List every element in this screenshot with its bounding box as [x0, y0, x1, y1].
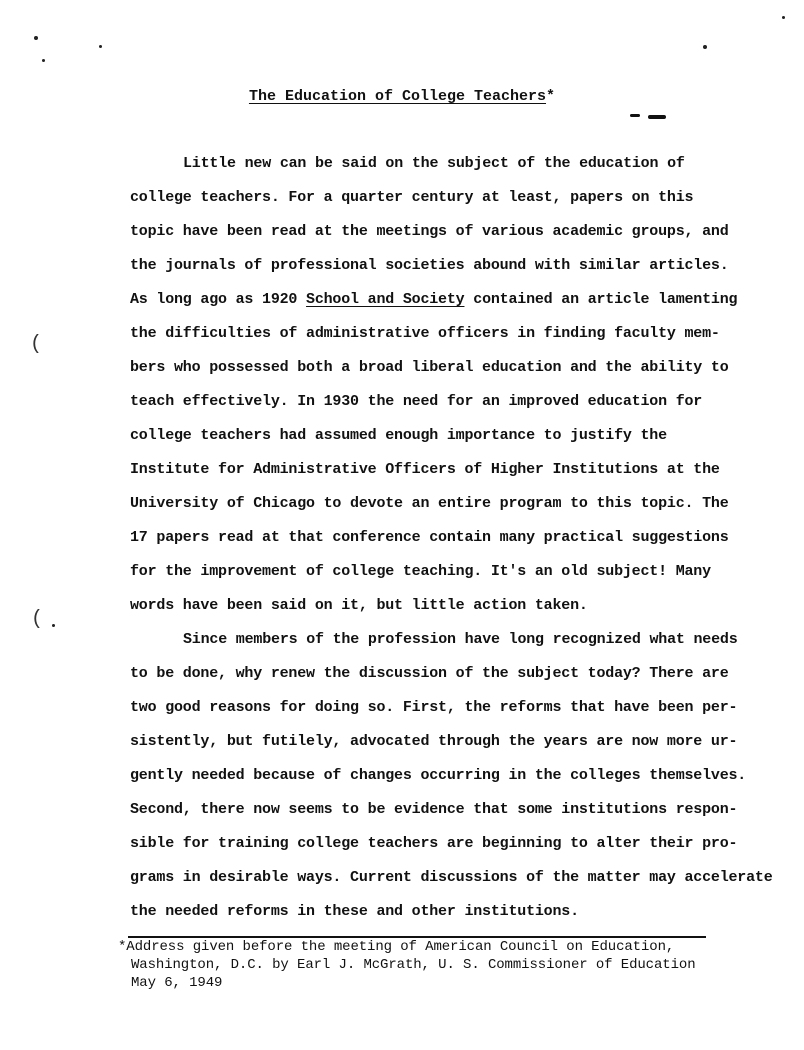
paragraph-line: grams in desirable ways. Current discussions of the matter may accelerate — [130, 869, 773, 886]
paragraph-line: University of Chicago to devote an entire program to this topic. The — [130, 495, 729, 512]
journal-title: School and Society — [306, 291, 465, 308]
line-text: As long ago as 1920 — [130, 291, 307, 308]
paragraph-line: sistently, but futilely, advocated through the years are now more ur- — [130, 733, 738, 750]
line-text: contained an article lamenting — [464, 291, 738, 308]
scan-speck — [703, 45, 707, 49]
paragraph-line: Second, there now seems to be evidence that some institutions respon- — [130, 801, 738, 818]
footnote-line: Washington, D.C. by Earl J. McGrath, U. S. Commissioner of Education — [131, 957, 696, 973]
paragraph-line: Little new can be said on the subject of the education of — [183, 155, 685, 172]
scan-speck — [99, 45, 102, 48]
paragraph-line: words have been said on it, but little action taken. — [130, 597, 588, 614]
paragraph-line: the difficulties of administrative officers in finding faculty mem- — [130, 325, 720, 342]
paragraph-line: sible for training college teachers are beginning to alter their pro- — [130, 835, 738, 852]
paragraph-line — [130, 291, 737, 308]
paragraph-line: to be done, why renew the discussion of the subject today? There are — [130, 665, 729, 682]
paragraph-line: teach effectively. In 1930 the need for an improved education for — [130, 393, 703, 410]
paragraph-line: topic have been read at the meetings of various academic groups, and — [130, 223, 729, 240]
paragraph-line: the journals of professional societies abound with similar articles. — [130, 257, 729, 274]
document-title — [0, 88, 804, 105]
scan-dash-mark — [630, 114, 640, 117]
scan-speck — [52, 624, 55, 627]
paragraph-line: college teachers had assumed enough importance to justify the — [130, 427, 667, 444]
paragraph-line: for the improvement of college teaching. It's an old subject! Many — [130, 563, 711, 580]
paragraph-line: Institute for Administrative Officers of Higher Institutions at the — [130, 461, 720, 478]
paragraph-line: 17 papers read at that conference contain many practical suggestions — [130, 529, 729, 546]
footnote-line: May 6, 1949 — [131, 975, 223, 991]
scan-speck — [42, 59, 45, 62]
title-footnote-mark: * — [546, 88, 556, 105]
paragraph-line: gently needed because of changes occurring in the colleges themselves. — [130, 767, 747, 784]
paragraph-line: college teachers. For a quarter century at least, papers on this — [130, 189, 694, 206]
scan-dash-mark — [648, 115, 666, 119]
paragraph-line: two good reasons for doing so. First, the reforms that have been per- — [130, 699, 738, 716]
paragraph-line: Since members of the profession have long recognized what needs — [183, 631, 738, 648]
margin-bracket-mark: ( — [30, 333, 43, 356]
paragraph-line: the needed reforms in these and other institutions. — [130, 903, 579, 920]
footnote-line: *Address given before the meeting of American Council on Education, — [118, 939, 675, 955]
scan-speck — [34, 36, 38, 40]
margin-bracket-mark: ( — [31, 608, 44, 631]
paragraph-line: bers who possessed both a broad liberal education and the ability to — [130, 359, 729, 376]
title-text: The Education of College Teachers — [248, 88, 547, 105]
scan-speck — [782, 16, 785, 19]
